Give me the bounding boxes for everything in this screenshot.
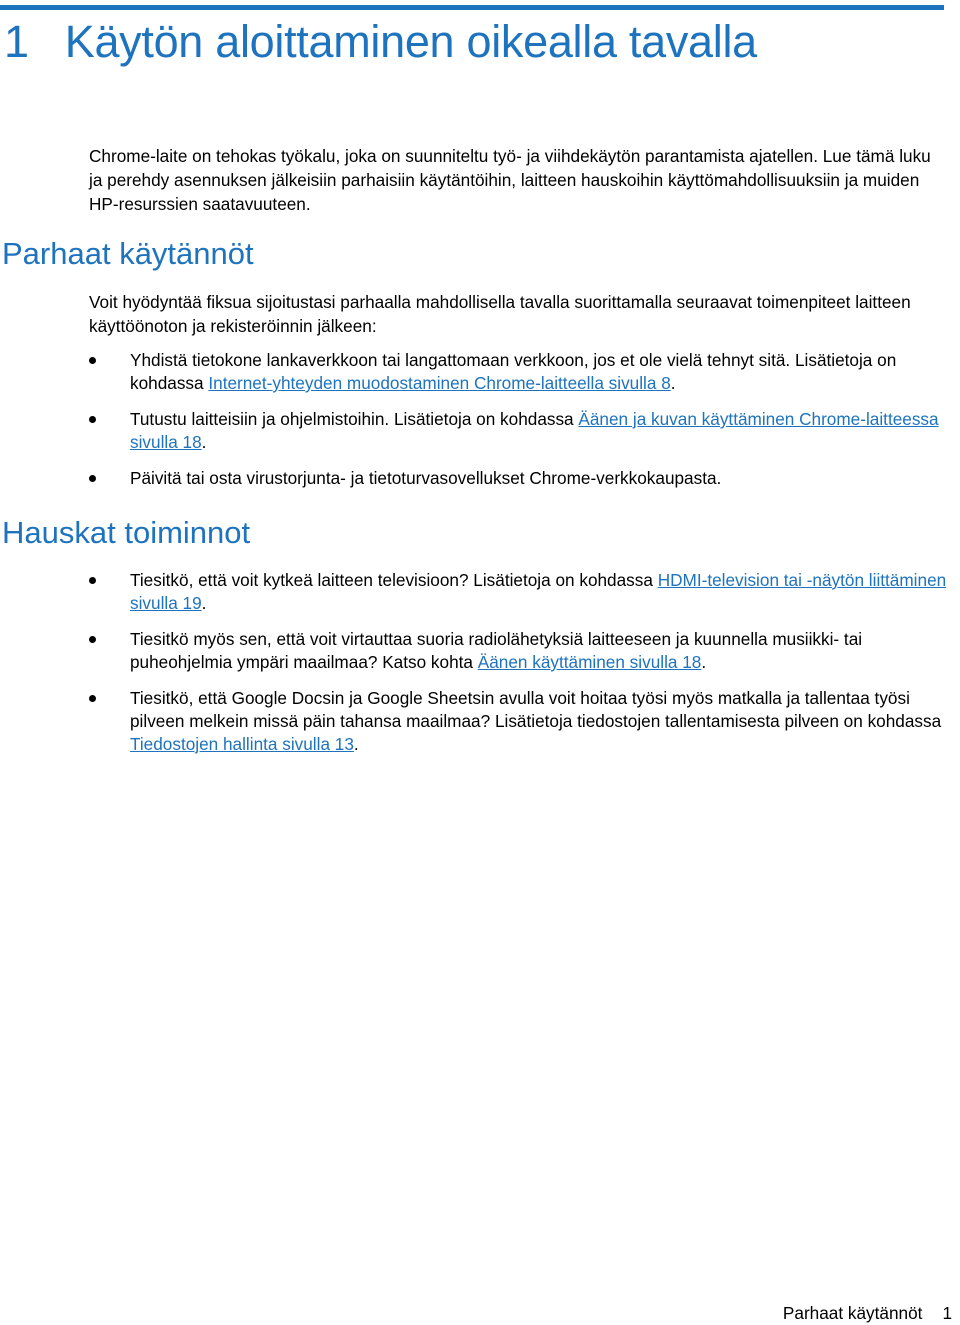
link-audio-video[interactable]: Äänen ja kuvan käyttäminen Chrome-laitteessa sivulla 18 [130,409,939,452]
intro-paragraph: Chrome-laite on tehokas työkalu, joka on suunniteltu työ- ja viihdekäytön parantamista ajatellen. Lue tämä luku ja perehdy asennuksen jälkeisiin parhaisiin käytäntöihin, laitteen hauskoihin käyttömahdollisuuksiin ja muiden HP-resurssien saatavuuteen. [89,146,931,214]
list-item [89,569,949,615]
list-item-end: . [353,734,359,754]
footer-section-title: Parhaat käytännöt [782,1303,923,1323]
list-item [89,467,949,490]
list-item-text: Tiesitkö, että voit kytkeä laitteen televisioon? Lisätietoja on kohdassa [130,570,658,590]
list-item [89,628,949,674]
list-item-end: . [670,373,676,393]
link-hdmi[interactable]: HDMI-television tai -näytön liittäminen sivulla 19 [130,570,947,613]
heading-best-practices: Parhaat käytännöt [2,236,254,271]
bullet-icon [89,475,96,482]
bullet-icon [89,577,96,584]
bullet-icon [89,416,96,423]
list-item-text: Tutustu laitteisiin ja ohjelmistoihin. Lisätietoja on kohdassa [130,409,579,429]
list-item-text: Yhdistä tietokone lankaverkkoon tai langattomaan verkkoon, jos et ole vielä tehnyt sitä. Lisätietoja on kohdassa [130,350,897,393]
best-practices-lead: Voit hyödyntää fiksua sijoitustasi parhaalla mahdollisella tavalla suorittamalla seuraavat toimenpiteet laitteen käyttöönoton ja rekisteröinnin jälkeen: [89,292,911,336]
bullet-icon [89,636,96,643]
list-item [89,349,949,395]
list-item [89,687,949,756]
top-rule [0,5,944,10]
chapter-title [4,16,757,68]
heading-fun-features: Hauskat toiminnot [2,515,251,550]
fun-features-list [89,569,949,756]
list-item [89,408,949,454]
bullet-icon [89,695,96,702]
list-item-end: . [201,432,207,452]
list-item-end: . [201,593,207,613]
list-item-text: Tiesitkö, että Google Docsin ja Google Sheetsin avulla voit hoitaa työsi myös matkalla ja tallentaa työsi pilveen melkein missä päin tahansa maailmaa? Lisätietoja tiedostojen tallentamisesta pilveen on kohdassa [130,688,942,731]
best-practices-list [89,349,949,490]
list-item-text: Päivitä tai osta virustorjunta- ja tietoturvasovellukset Chrome-verkkokaupasta. [130,468,722,488]
bullet-icon [89,357,96,364]
list-item-text: Tiesitkö myös sen, että voit virtauttaa suoria radiolähetyksiä laitteeseen ja kuunnella musiikki- tai puheohjelmia ympäri maailmaa? Katso kohta [130,629,863,672]
link-internet-connection[interactable]: Internet-yhteyden muodostaminen Chrome-laitteella sivulla 8 [208,373,671,393]
chapter-title-text: Käytön aloittaminen oikealla tavalla [64,16,757,67]
chapter-number: 1 [4,16,29,67]
link-audio[interactable]: Äänen käyttäminen sivulla 18 [477,652,702,672]
link-file-management[interactable]: Tiedostojen hallinta sivulla 13 [130,734,354,754]
list-item-end: . [701,652,707,672]
page-footer [783,1303,952,1324]
page-number: 1 [942,1303,952,1323]
